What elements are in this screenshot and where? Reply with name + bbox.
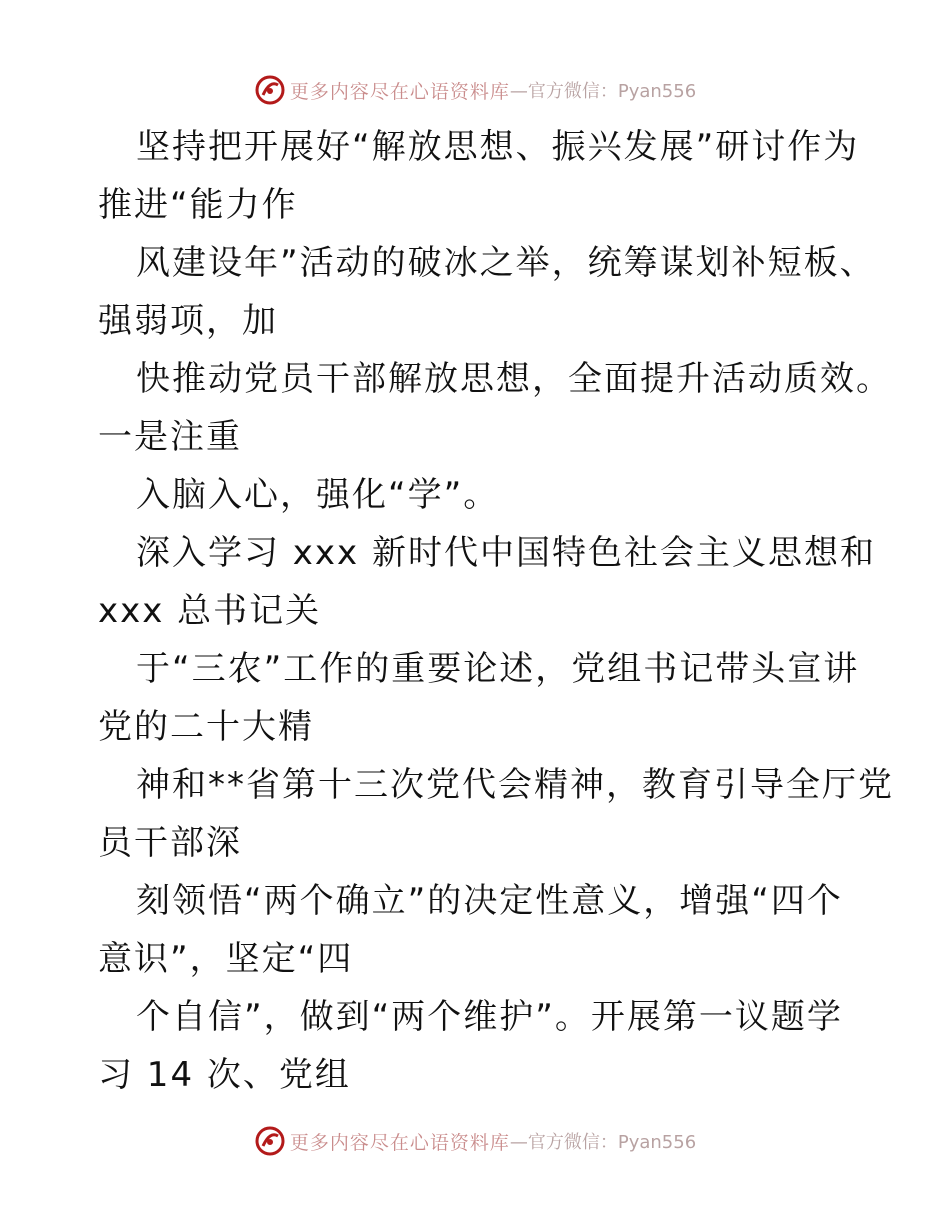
text-line: 意识”，坚定“四 — [98, 939, 354, 979]
text-line: xxx 总书记关 — [98, 591, 322, 631]
banner-wechat: —官方微信：Pyan556 — [509, 1132, 697, 1153]
text-line: 快推动党员干部解放思想，全面提升活动质效。 — [136, 359, 892, 399]
text-line: 推进“能力作 — [98, 185, 298, 225]
text-line: 入脑入心，强化“学”。 — [136, 475, 500, 515]
brand-logo-icon — [254, 1125, 286, 1157]
banner-text: 更多内容尽在心语资料库 — [289, 1131, 510, 1154]
banner-text: 更多内容尽在心语资料库 — [289, 80, 510, 103]
text-line: 神和**省第十三次党代会精神，教育引导全厅党 — [136, 765, 894, 805]
text-line: 个自信”，做到“两个维护”。开展第一议题学 — [136, 997, 843, 1037]
text-line: 深入学习 xxx 新时代中国特色社会主义思想和 — [136, 533, 876, 573]
banner-wechat: —官方微信：Pyan556 — [509, 81, 697, 102]
footer-banner — [0, 1121, 950, 1161]
text-line: 于“三农”工作的重要论述，党组书记带头宣讲 — [136, 649, 860, 689]
text-line: 习 14 次、党组 — [98, 1055, 351, 1095]
text-line: 坚持把开展好“解放思想、振兴发展”研讨作为 — [136, 127, 860, 167]
text-line: 一是注重 — [98, 417, 242, 457]
text-line: 刻领悟“两个确立”的决定性意义，增强“四个 — [136, 881, 843, 921]
text-line: 党的二十大精 — [98, 707, 314, 747]
text-line: 员干部深 — [98, 823, 242, 863]
text-line: 强弱项，加 — [98, 301, 278, 341]
text-line: 风建设年”活动的破冰之举，统筹谋划补短板、 — [136, 243, 876, 283]
